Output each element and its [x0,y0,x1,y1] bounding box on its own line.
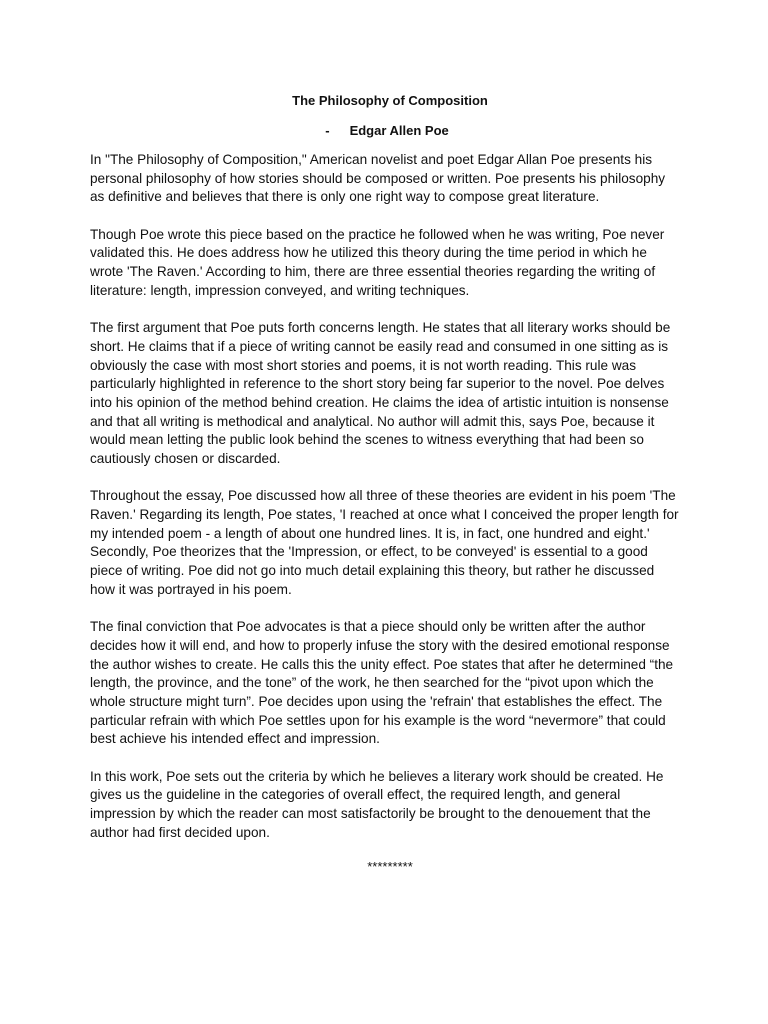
document-title: The Philosophy of Composition [292,93,488,108]
paragraph-6: In this work, Poe sets out the criteria by which he believes a literary work should be created. He gives us the guideline in the categories of overall effect, the required length, and general impression by which the reader can most satisfactorily be brought to the denouement that the author had first decided upon. [90,768,664,840]
paragraph-3: The first argument that Poe puts forth concerns length. He states that all literary works should be short. He claims that if a piece of writing cannot be easily read and consumed in one sitting as is obviously the case with most short stories and poems, it is not worth reading. This rule was particularly highlighted in reference to the short story being far superior to the novel. Poe delves into his opinion of the method behind creation. He claims the idea of artistic intuition is nonsense and that all writing is methodical and analytical. No author will admit this, says Poe, because it would mean letting the public look behind the scenes to witness everything that had been so cautiously chosen or discarded. [90,320,671,467]
document-author: Edgar Allen Poe [349,123,449,138]
paragraph-5: The final conviction that Poe advocates is that a piece should only be written after the author decides how it will end, and how to properly infuse the story with the desired emotional response the author wishes to create. He calls this the unity effect. Poe states that after he determined “the length, the province, and the tone” of the work, he then searched for the “pivot upon which the whole structure might turn”. Poe decides upon using the 'refrain' that establishes the effect. The particular refrain with which Poe settles upon for his example is the word “nevermore” that could best achieve his intended effect and impression. [90,619,674,747]
document-page [90,92,682,876]
section-separator: ********* [367,859,413,875]
paragraph-1: In "The Philosophy of Composition," American novelist and poet Edgar Allan Poe presents his personal philosophy of how stories should be composed or written. Poe presents his philosophy as definitive and believes that there is only one right way to compose great literature. [90,152,666,205]
document-author-line [90,122,682,140]
paragraph-4: Throughout the essay, Poe discussed how all three of these theories are evident in his poem 'The Raven.' Regarding its length, Poe states, 'I reached at once what I conceived the proper length for my intended poem - a length of about one hundred lines. It is, in fact, one hundred and eight.' Secondly, Poe theorizes that the 'Impression, or effect, to be conveyed' is essential to a good piece of writing. Poe did not go into much detail explaining this theory, but rather he discussed how it was portrayed in his poem. [90,488,679,597]
paragraph-2: Though Poe wrote this piece based on the practice he followed when he was writing, Poe never validated this. He does address how he utilized this theory during the time period in which he wrote 'The Raven.' According to him, there are three essential theories regarding the writing of literature: length, impression conveyed, and writing techniques. [90,226,665,298]
author-dash: - [325,123,330,138]
